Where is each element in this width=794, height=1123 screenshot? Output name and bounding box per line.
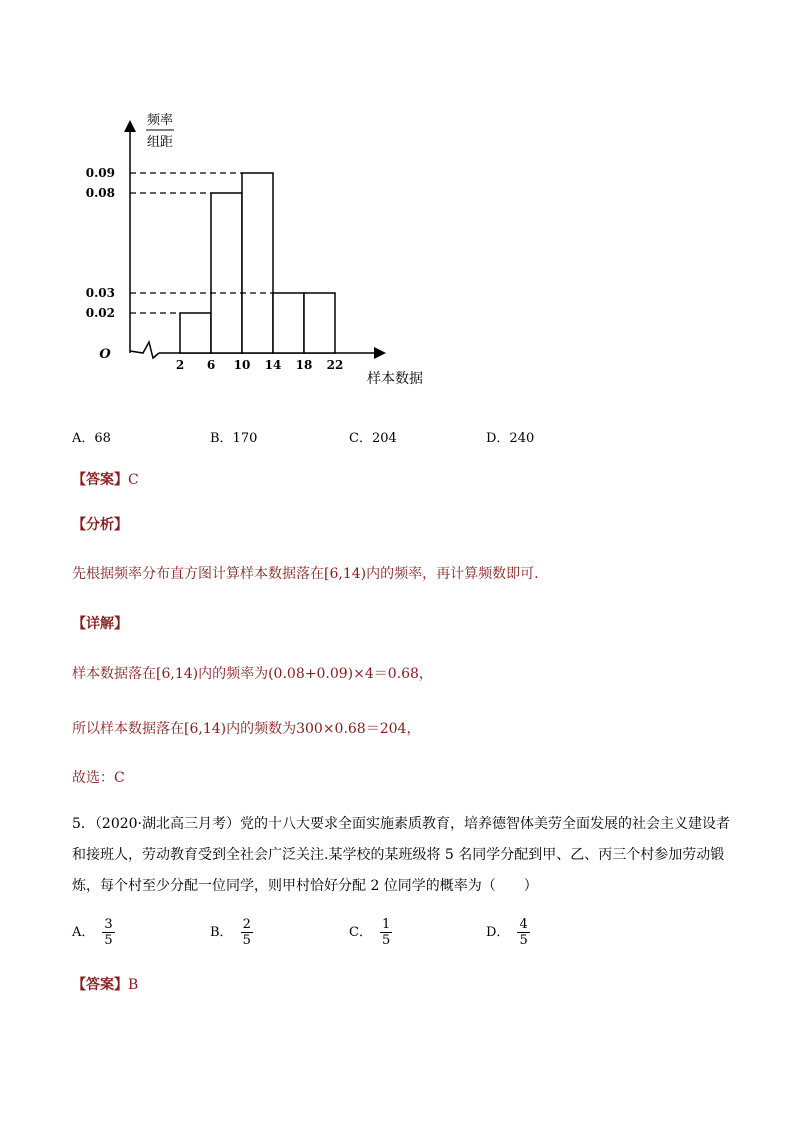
x-tick-label: 2	[175, 358, 185, 372]
answer-value: C	[128, 472, 139, 488]
q5-option-a-letter: A．	[72, 925, 95, 940]
y-tick-label: 0.03	[85, 286, 115, 300]
q5-option-c-fraction	[380, 917, 392, 948]
q4-option-c[interactable]: C．204	[349, 431, 397, 446]
q5-option-a[interactable]	[72, 917, 115, 948]
q5-option-b-letter: B．	[210, 925, 233, 940]
q4-option-b[interactable]: B．170	[210, 431, 258, 446]
fraction-numerator: 1	[381, 917, 391, 932]
y-label-top: 频率	[146, 113, 174, 128]
fraction-denominator: 5	[104, 933, 113, 948]
detail-line-2: 所以样本数据落在[6,14)内的频数为300×0.68＝204，	[72, 721, 421, 737]
y-tick-label: 0.02	[85, 306, 115, 320]
histogram-bar	[180, 313, 211, 353]
histogram-figure	[80, 95, 460, 395]
detail-line-1: 样本数据落在[6,14)内的频率为(0.08+0.09)×4＝0.68，	[72, 666, 433, 682]
fraction-denominator: 5	[242, 933, 251, 948]
fraction-denominator: 5	[519, 933, 528, 948]
q4-option-a[interactable]: A．68	[72, 431, 111, 446]
y-tick-label: 0.09	[85, 166, 115, 180]
q5-option-b[interactable]	[210, 917, 253, 948]
fraction-denominator: 5	[381, 933, 391, 948]
histogram-bar	[242, 173, 273, 353]
x-tick-label: 6	[206, 358, 216, 372]
histogram-bar	[273, 293, 304, 353]
answer-label: 【答案】	[72, 472, 128, 488]
x-tick-label: 10	[233, 358, 251, 372]
q5-option-d-fraction	[517, 917, 529, 948]
analysis-heading: 【分析】	[72, 517, 128, 533]
q5-option-c-letter: C．	[349, 925, 372, 940]
answer-label: 【答案】	[72, 977, 128, 993]
y-label-bottom: 组距	[146, 135, 174, 150]
q5-option-d[interactable]	[486, 917, 530, 948]
answer-value: B	[128, 977, 139, 993]
q5-option-c[interactable]	[349, 917, 392, 948]
q5-option-b-fraction	[241, 917, 253, 948]
histogram-chart	[80, 95, 460, 395]
q5-option-d-letter: D．	[486, 925, 510, 940]
q5-line-2: 和接班人，劳动教育受到全社会广泛关注.某学校的某班级将 5 名同学分配到甲、乙、丙三个村参加劳动锻	[72, 847, 725, 863]
fraction-numerator: 4	[519, 917, 528, 932]
axis-break-zigzag	[130, 342, 159, 358]
analysis-text: 先根据频率分布直方图计算样本数据落在[6,14)内的频率，再计算频数即可.	[72, 566, 539, 582]
x-tick-label: 18	[295, 358, 313, 372]
q5-line-3: 炼，每个村至少分配一位同学，则甲村恰好分配 2 位同学的概率为（ ）	[72, 878, 538, 894]
choose-text: 故选：C	[72, 770, 125, 786]
answer-q5	[72, 975, 138, 995]
fraction-numerator: 2	[242, 917, 251, 932]
detail-heading: 【详解】	[72, 616, 128, 632]
x-tick-label: 14	[264, 358, 282, 372]
q4-option-d[interactable]: D．240	[486, 431, 535, 446]
histogram-bar	[304, 293, 335, 353]
fraction-numerator: 3	[104, 917, 113, 932]
answer-q4	[72, 470, 139, 490]
y-tick-label: 0.08	[85, 186, 115, 200]
histogram-bar	[211, 193, 242, 353]
q5-line-1: 5．（2020·湖北高三月考）党的十八大要求全面实施素质教育，培养德智体美劳全面发展的社会主义建设者	[72, 816, 730, 832]
q5-option-a-fraction	[102, 917, 114, 948]
x-axis-label: 样本数据	[367, 371, 423, 387]
origin-label: O	[99, 347, 111, 362]
x-tick-label: 22	[326, 358, 344, 372]
